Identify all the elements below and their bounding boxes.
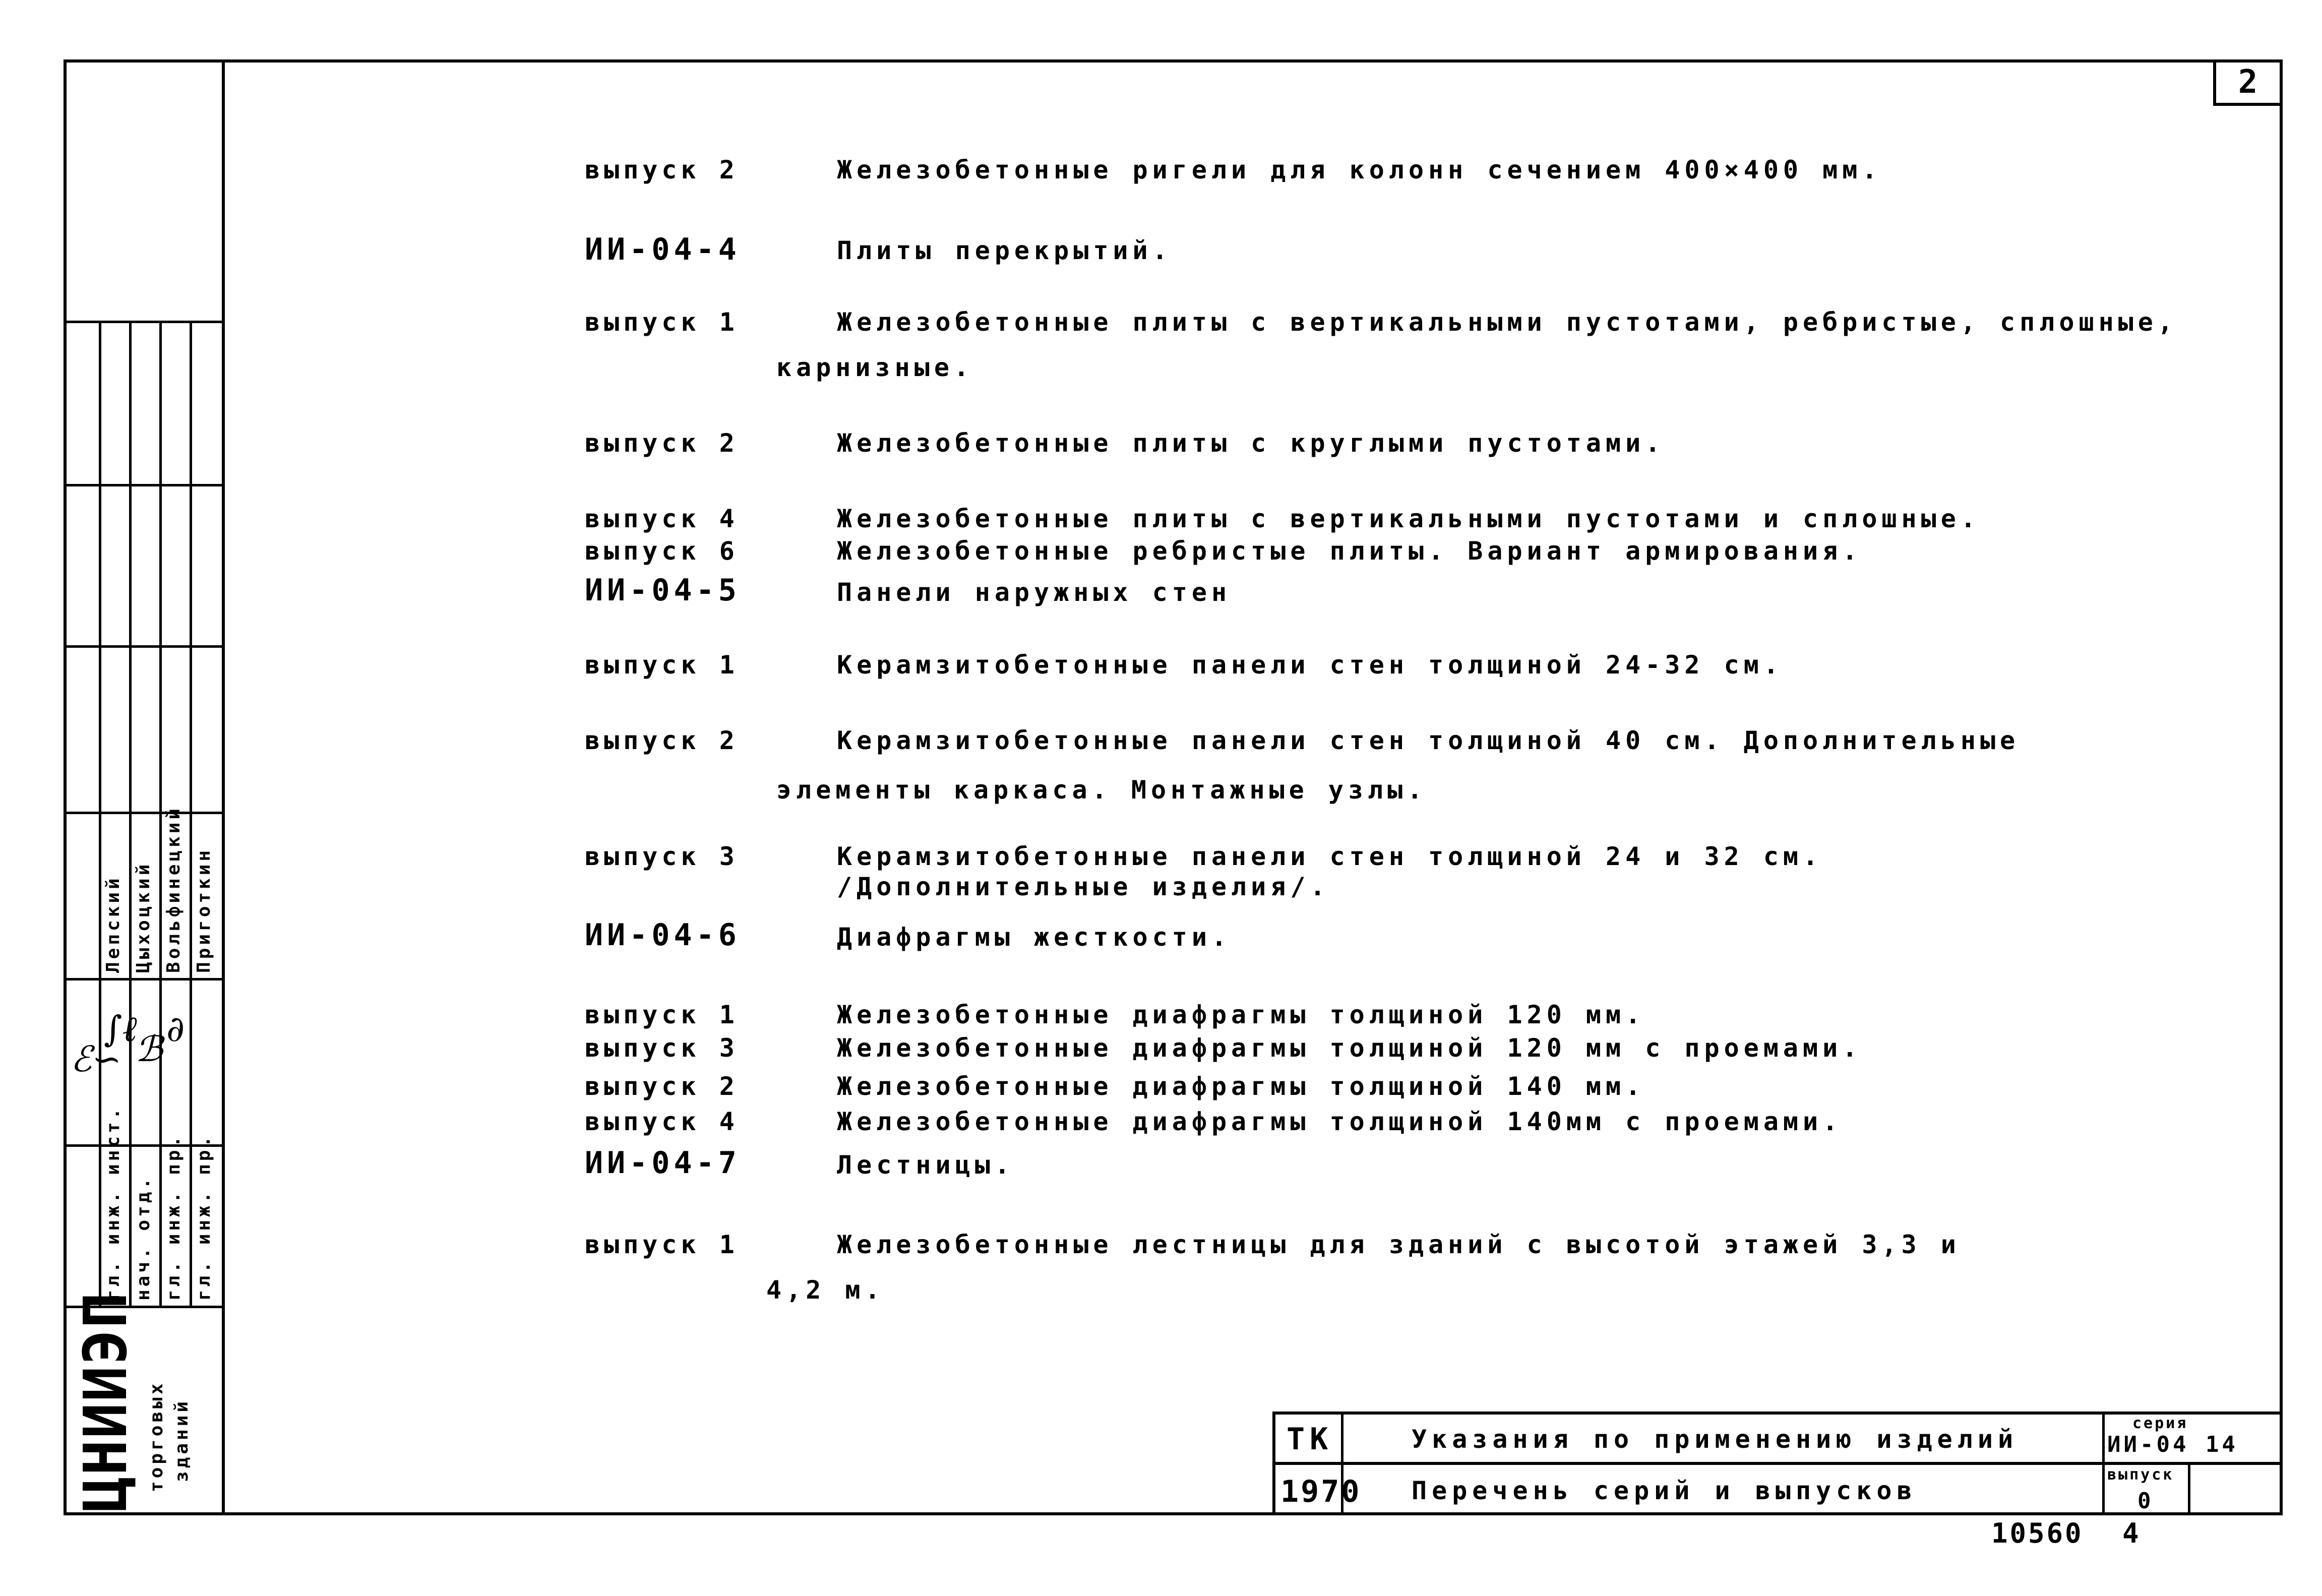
- title-block-line: [2188, 1462, 2190, 1515]
- entry-text: Лестницы.: [837, 1150, 1014, 1180]
- stamp-divider: [64, 978, 222, 980]
- page-number: 2: [2213, 59, 2283, 106]
- stamp-name: Лепский: [103, 875, 124, 973]
- entry-text: Железобетонные диафрагмы толщиной 140 мм.: [837, 1072, 1645, 1101]
- entry-code: выпуск 2: [585, 155, 739, 185]
- stamp-role: гл. инж. пр.: [163, 1133, 184, 1301]
- series-code: ИИ-04-7: [585, 1145, 741, 1181]
- entry-code: выпуск 4: [585, 504, 739, 533]
- stamp-divider: [64, 321, 222, 323]
- entry-text: Керамзитобетонные панели стен толщиной 24-32 см.: [837, 650, 1783, 680]
- stamp-role: гл. инж. пр.: [194, 1133, 214, 1301]
- stamp-column-line: [99, 321, 101, 1306]
- signature: ∂: [166, 1008, 185, 1050]
- entry-code: выпуск 3: [585, 1033, 739, 1063]
- organization-logo: ЦНИИЭП: [71, 1291, 140, 1512]
- stamp-role: гл. инж. инст.: [103, 1105, 124, 1301]
- entry-text: Железобетонные ребристые плиты. Вариант армирования.: [837, 536, 1862, 566]
- stamp-name: Цыхоцкий: [133, 861, 154, 973]
- entry-code: выпуск 2: [585, 428, 739, 458]
- series-code: ИИ-04-5: [585, 573, 741, 608]
- entry-text-continued: элементы каркаса. Монтажные узлы.: [776, 775, 1427, 805]
- entry-text: Железобетонные диафрагмы толщиной 120 мм с проемами.: [837, 1033, 1862, 1063]
- stamp-divider: [64, 484, 222, 486]
- title-block-line: [2102, 1411, 2105, 1515]
- title-block-line: [1272, 1462, 2283, 1465]
- entry-text: Железобетонные диафрагмы толщиной 120 мм.: [837, 1000, 1645, 1029]
- issue-label: выпуск: [2107, 1466, 2174, 1484]
- tk-label: ТК: [1287, 1422, 1333, 1457]
- entry-text: Панели наружных стен: [837, 578, 1232, 607]
- entry-code: выпуск 2: [585, 726, 739, 755]
- signature: ℬ: [135, 1028, 163, 1070]
- series-label: серия: [2132, 1415, 2188, 1432]
- title-line-2: Перечень серий и выпусков: [1412, 1476, 1917, 1505]
- entry-text: Железобетонные плиты с вертикальными пустотами, ребристые, сплошные,: [837, 308, 2177, 337]
- entry-code: выпуск 6: [585, 536, 739, 566]
- entry-text: Керамзитобетонные панели стен толщиной 40 см. Дополнительные: [837, 726, 2020, 755]
- series-value: ИИ-04 14: [2107, 1432, 2238, 1457]
- entry-text: Диафрагмы жесткости.: [837, 923, 1232, 952]
- entry-code: выпуск 1: [585, 1000, 739, 1029]
- stamp-divider: [64, 812, 222, 814]
- entry-code: выпуск 1: [585, 1230, 739, 1259]
- stamp-column-line: [159, 321, 162, 1306]
- series-code: ИИ-04-6: [585, 917, 741, 953]
- entry-text: Плиты перекрытий.: [837, 236, 1172, 265]
- entry-text: Керамзитобетонные панели стен толщиной 24 и 32 см.: [837, 842, 1823, 871]
- entry-code: выпуск 1: [585, 308, 739, 337]
- signature: ∫ℓ: [104, 1008, 137, 1050]
- entry-text: Железобетонные лестницы для зданий с высотой этажей 3,3 и: [837, 1230, 1961, 1259]
- entry-code: выпуск 2: [585, 1072, 739, 1101]
- entry-code: выпуск 4: [585, 1107, 739, 1136]
- organization-subtitle: торговых: [146, 1380, 167, 1492]
- entry-text: Железобетонные плиты с вертикальными пустотами и сплошные.: [837, 504, 1980, 533]
- entry-code: выпуск 3: [585, 842, 739, 871]
- stamp-role: нач. отд.: [133, 1175, 154, 1301]
- organization-subtitle: зданий: [171, 1398, 192, 1482]
- stamp-column-line: [129, 321, 132, 1306]
- year: 1970: [1280, 1474, 1362, 1509]
- stamp-column-line: [190, 321, 192, 1306]
- entry-text: Железобетонные плиты с круглыми пустотами.: [837, 428, 1665, 458]
- stamp-divider: [64, 645, 222, 648]
- entry-text-continued: /Дополнительные изделия/.: [837, 872, 1330, 901]
- stamp-strip-border: [222, 59, 225, 1515]
- archive-number: 10560: [1991, 1517, 2084, 1549]
- signature: ℰ∽: [71, 1038, 122, 1080]
- stamp-name: Приготкин: [194, 847, 214, 973]
- entry-text-continued: 4,2 м.: [766, 1275, 885, 1305]
- stamp-name: Вольфинецкий: [163, 805, 184, 973]
- entry-code: выпуск 1: [585, 650, 739, 680]
- entry-text-continued: карнизные.: [776, 353, 974, 382]
- issue-value: 0: [2137, 1488, 2156, 1514]
- series-code: ИИ-04-4: [585, 232, 741, 267]
- entry-text: Железобетонные диафрагмы толщиной 140мм с проемами.: [837, 1107, 1843, 1136]
- entry-text: Железобетонные ригели для колонн сечением 400×400 мм.: [837, 155, 1882, 185]
- sheet-number: 4: [2122, 1517, 2141, 1549]
- title-line-1: Указания по применению изделий: [1412, 1425, 2019, 1454]
